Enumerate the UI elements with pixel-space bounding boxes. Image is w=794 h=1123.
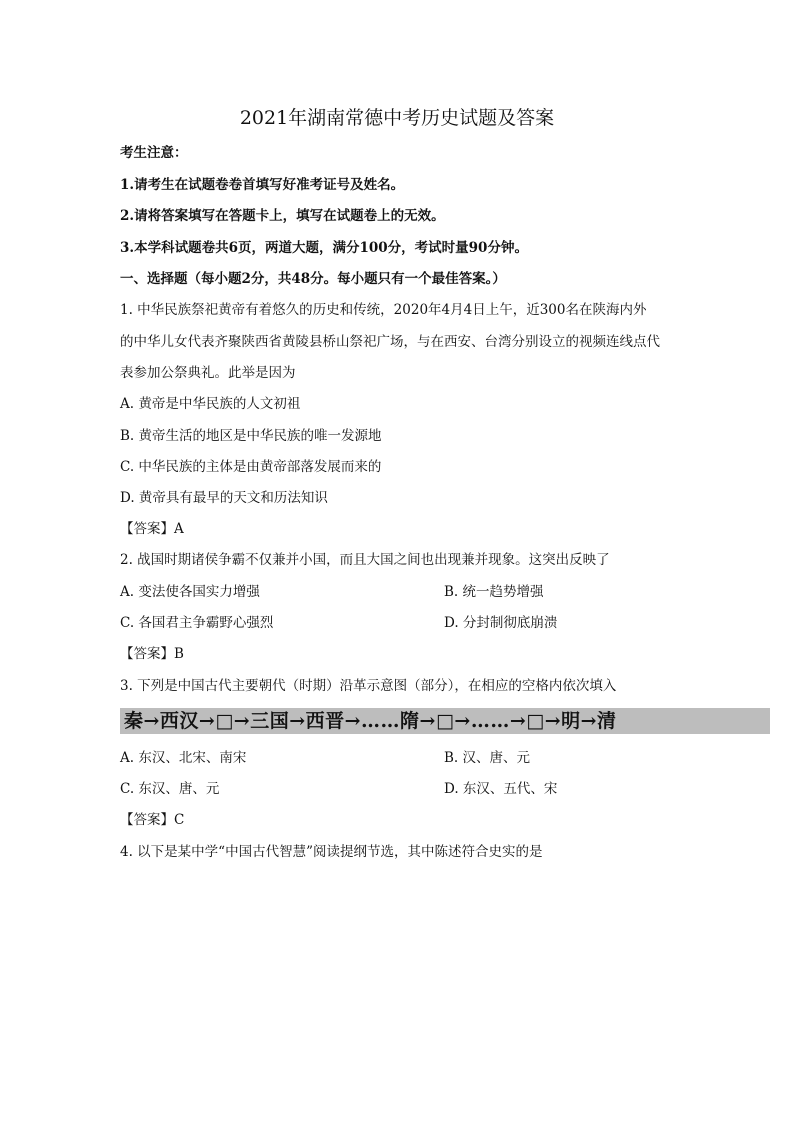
question-1-option-b: B. 黄帝生活的地区是中华民族的唯一发源地: [120, 428, 382, 444]
question-1-option-c: C. 中华民族的主体是由黄帝部落发展而来的: [120, 459, 382, 475]
question-3-stem-line-1: 3. 下列是中国古代主要朝代（时期）沿革示意图（部分），在相应的空格内依次填入: [120, 678, 617, 694]
question-2-option-a: A. 变法使各国实力增强: [120, 584, 260, 600]
question-4-stem-line-1: 4. 以下是某中学“中国古代智慧”阅读提纲节选，其中陈述符合史实的是: [120, 844, 543, 860]
section-heading: 一、选择题（每小题2分，共48分。每小题只有一个最佳答案。）: [120, 271, 506, 287]
notice-item-2: 2.请将答案填写在答题卡上，填写在试题卷上的无效。: [120, 208, 445, 224]
question-1-stem-line-2: 的中华儿女代表齐聚陕西省黄陵县桥山祭祀广场，与在西安、台湾分别设立的视频连线点代: [120, 334, 660, 350]
question-2-option-d: D. 分封制彻底崩溃: [444, 615, 558, 631]
question-3-option-c: C. 东汉、唐、元: [120, 781, 220, 797]
notice-item-1: 1.请考生在试题卷卷首填写好准考证号及姓名。: [120, 177, 405, 193]
question-1-option-a: A. 黄帝是中华民族的人文初祖: [120, 396, 301, 412]
question-1-stem-line-1: 1. 中华民族祭祀黄帝有着悠久的历史和传统，2020年4月4日上午，近300名在陕海内外: [120, 302, 647, 318]
question-3-answer: 【答案】C: [120, 812, 185, 828]
question-3-option-a: A. 东汉、北宋、南宋: [120, 750, 247, 766]
question-1-option-d: D. 黄帝具有最早的天文和历法知识: [120, 490, 328, 506]
question-1-answer: 【答案】A: [120, 521, 184, 537]
question-2-option-b: B. 统一趋势增强: [444, 584, 544, 600]
question-3-option-b: B. 汉、唐、元: [444, 750, 531, 766]
question-2-answer: 【答案】B: [120, 646, 184, 662]
question-2-option-c: C. 各国君主争霸野心强烈: [120, 615, 274, 631]
question-1-stem-line-3: 表参加公祭典礼。此举是因为: [120, 365, 296, 381]
question-2-stem-line-1: 2. 战国时期诸侯争霸不仅兼并小国，而且大国之间也出现兼并现象。这突出反映了: [120, 552, 610, 568]
dynasty-sequence-text: 秦→西汉→□→三国→西晋→……隋→□→……→□→明→清: [124, 710, 617, 732]
dynasty-sequence-figure: [120, 708, 770, 734]
page-title: 2021年湖南常德中考历史试题及答案: [239, 107, 555, 129]
notice-heading: 考生注意：: [120, 145, 188, 161]
question-3-option-d: D. 东汉、五代、宋: [444, 781, 558, 797]
notice-item-3: 3.本学科试题卷共6页，两道大题，满分100分，考试时量90分钟。: [120, 240, 528, 256]
